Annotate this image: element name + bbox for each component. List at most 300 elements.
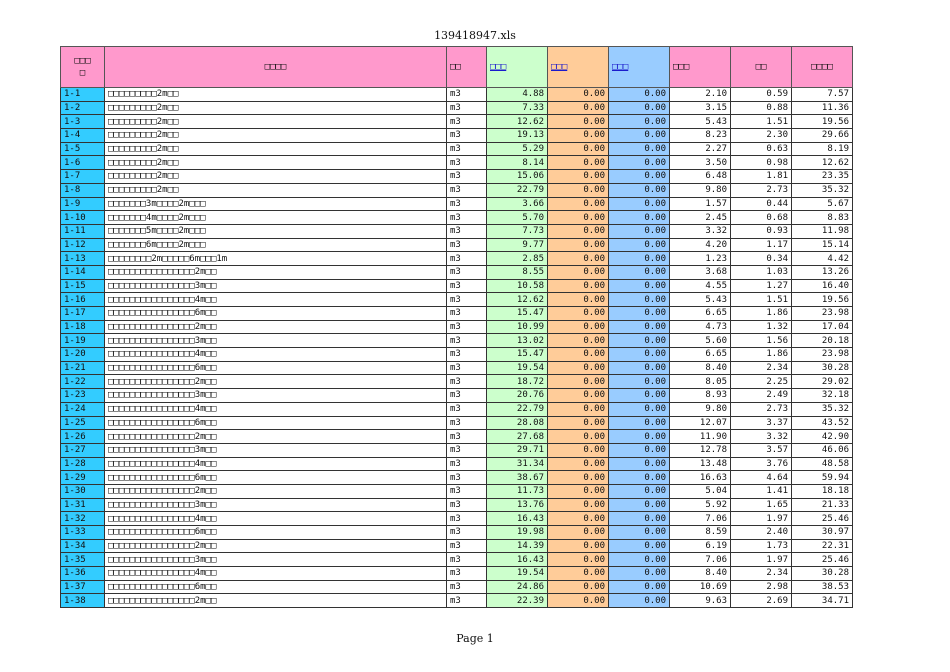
cell-c4[interactable]: 2.10 <box>670 88 731 102</box>
cell-unit[interactable]: m3 <box>447 252 487 266</box>
cell-c4[interactable]: 9.80 <box>670 183 731 197</box>
cell-c1[interactable]: 16.43 <box>487 553 548 567</box>
cell-c3[interactable]: 0.00 <box>609 402 670 416</box>
cell-c6[interactable]: 21.33 <box>792 498 853 512</box>
cell-c2[interactable]: 0.00 <box>548 156 609 170</box>
cell-c4[interactable]: 1.57 <box>670 197 731 211</box>
cell-c1[interactable]: 5.70 <box>487 211 548 225</box>
cell-c1[interactable]: 7.33 <box>487 101 548 115</box>
cell-unit[interactable]: m3 <box>447 484 487 498</box>
cell-c6[interactable]: 23.98 <box>792 307 853 321</box>
cell-c3[interactable]: 0.00 <box>609 101 670 115</box>
cell-c5[interactable]: 4.64 <box>731 471 792 485</box>
cell-c2[interactable]: 0.00 <box>548 252 609 266</box>
cell-c4[interactable]: 7.06 <box>670 512 731 526</box>
cell-name[interactable]: □□□□□□□□□□□□□□□□2m□□ <box>105 484 447 498</box>
cell-c1[interactable]: 20.76 <box>487 389 548 403</box>
cell-c1[interactable]: 13.02 <box>487 334 548 348</box>
cell-c5[interactable]: 1.51 <box>731 293 792 307</box>
cell-c3[interactable]: 0.00 <box>609 334 670 348</box>
cell-c4[interactable]: 11.90 <box>670 430 731 444</box>
cell-c4[interactable]: 9.63 <box>670 594 731 608</box>
cell-c3[interactable]: 0.00 <box>609 484 670 498</box>
cell-c2[interactable]: 0.00 <box>548 567 609 581</box>
cell-c6[interactable]: 46.06 <box>792 443 853 457</box>
cell-c6[interactable]: 35.32 <box>792 183 853 197</box>
cell-c4[interactable]: 6.48 <box>670 170 731 184</box>
cell-c2[interactable]: 0.00 <box>548 402 609 416</box>
cell-id[interactable]: 1-24 <box>61 402 105 416</box>
cell-c6[interactable]: 43.52 <box>792 416 853 430</box>
cell-id[interactable]: 1-11 <box>61 224 105 238</box>
cell-c3[interactable]: 0.00 <box>609 580 670 594</box>
cell-unit[interactable]: m3 <box>447 265 487 279</box>
cell-name[interactable]: □□□□□□□□□2m□□ <box>105 101 447 115</box>
cell-id[interactable]: 1-34 <box>61 539 105 553</box>
cell-c6[interactable]: 22.31 <box>792 539 853 553</box>
cell-c5[interactable]: 0.88 <box>731 101 792 115</box>
cell-unit[interactable]: m3 <box>447 197 487 211</box>
cell-name[interactable]: □□□□□□□□□□□□□□□□6m□□ <box>105 416 447 430</box>
cell-c1[interactable]: 19.54 <box>487 567 548 581</box>
cell-c5[interactable]: 1.81 <box>731 170 792 184</box>
cell-name[interactable]: □□□□□□□□□2m□□ <box>105 142 447 156</box>
cell-c2[interactable]: 0.00 <box>548 471 609 485</box>
cell-c2[interactable]: 0.00 <box>548 512 609 526</box>
cell-c1[interactable]: 13.76 <box>487 498 548 512</box>
cell-id[interactable]: 1-29 <box>61 471 105 485</box>
cell-name[interactable]: □□□□□□□□□□□□□□□□6m□□ <box>105 471 447 485</box>
cell-c3[interactable]: 0.00 <box>609 129 670 143</box>
cell-c1[interactable]: 8.55 <box>487 265 548 279</box>
cell-c1[interactable]: 24.86 <box>487 580 548 594</box>
cell-id[interactable]: 1-6 <box>61 156 105 170</box>
cell-id[interactable]: 1-14 <box>61 265 105 279</box>
cell-c5[interactable]: 1.65 <box>731 498 792 512</box>
cell-c1[interactable]: 19.98 <box>487 526 548 540</box>
cell-c2[interactable]: 0.00 <box>548 129 609 143</box>
cell-c1[interactable]: 10.58 <box>487 279 548 293</box>
cell-unit[interactable]: m3 <box>447 553 487 567</box>
cell-name[interactable]: □□□□□□□□□2m□□ <box>105 88 447 102</box>
cell-c1[interactable]: 28.08 <box>487 416 548 430</box>
cell-c3[interactable]: 0.00 <box>609 594 670 608</box>
cell-c2[interactable]: 0.00 <box>548 142 609 156</box>
cell-c3[interactable]: 0.00 <box>609 238 670 252</box>
cell-c5[interactable]: 1.41 <box>731 484 792 498</box>
cell-name[interactable]: □□□□□□□□□2m□□ <box>105 115 447 129</box>
cell-c2[interactable]: 0.00 <box>548 498 609 512</box>
cell-unit[interactable]: m3 <box>447 348 487 362</box>
cell-c2[interactable]: 0.00 <box>548 101 609 115</box>
cell-c6[interactable]: 11.98 <box>792 224 853 238</box>
cell-c4[interactable]: 6.65 <box>670 307 731 321</box>
cell-name[interactable]: □□□□□□□□□□□□□□□□3m□□ <box>105 389 447 403</box>
cell-id[interactable]: 1-35 <box>61 553 105 567</box>
cell-c6[interactable]: 19.56 <box>792 115 853 129</box>
cell-c6[interactable]: 32.18 <box>792 389 853 403</box>
cell-c5[interactable]: 2.34 <box>731 361 792 375</box>
cell-c6[interactable]: 8.19 <box>792 142 853 156</box>
cell-c3[interactable]: 0.00 <box>609 526 670 540</box>
cell-c6[interactable]: 4.42 <box>792 252 853 266</box>
cell-unit[interactable]: m3 <box>447 115 487 129</box>
cell-c5[interactable]: 0.68 <box>731 211 792 225</box>
cell-c2[interactable]: 0.00 <box>548 526 609 540</box>
cell-unit[interactable]: m3 <box>447 416 487 430</box>
cell-c5[interactable]: 3.57 <box>731 443 792 457</box>
cell-id[interactable]: 1-17 <box>61 307 105 321</box>
cell-c3[interactable]: 0.00 <box>609 430 670 444</box>
cell-c4[interactable]: 6.19 <box>670 539 731 553</box>
cell-id[interactable]: 1-16 <box>61 293 105 307</box>
cell-unit[interactable]: m3 <box>447 526 487 540</box>
cell-c6[interactable]: 19.56 <box>792 293 853 307</box>
cell-unit[interactable]: m3 <box>447 142 487 156</box>
cell-c3[interactable]: 0.00 <box>609 375 670 389</box>
cell-c4[interactable]: 10.69 <box>670 580 731 594</box>
cell-c5[interactable]: 0.63 <box>731 142 792 156</box>
cell-id[interactable]: 1-26 <box>61 430 105 444</box>
cell-c2[interactable]: 0.00 <box>548 539 609 553</box>
cell-id[interactable]: 1-27 <box>61 443 105 457</box>
cell-name[interactable]: □□□□□□□□□□□□□□□□4m□□ <box>105 348 447 362</box>
cell-c4[interactable]: 3.32 <box>670 224 731 238</box>
cell-c3[interactable]: 0.00 <box>609 320 670 334</box>
cell-name[interactable]: □□□□□□□4m□□□□2m□□□ <box>105 211 447 225</box>
cell-c6[interactable]: 25.46 <box>792 553 853 567</box>
cell-id[interactable]: 1-21 <box>61 361 105 375</box>
cell-c2[interactable]: 0.00 <box>548 183 609 197</box>
cell-c5[interactable]: 3.76 <box>731 457 792 471</box>
cell-c3[interactable]: 0.00 <box>609 170 670 184</box>
cell-unit[interactable]: m3 <box>447 361 487 375</box>
cell-id[interactable]: 1-13 <box>61 252 105 266</box>
cell-c6[interactable]: 30.97 <box>792 526 853 540</box>
cell-name[interactable]: □□□□□□□□□2m□□ <box>105 156 447 170</box>
cell-unit[interactable]: m3 <box>447 183 487 197</box>
cell-name[interactable]: □□□□□□□□□□□□□□□□2m□□ <box>105 320 447 334</box>
cell-c2[interactable]: 0.00 <box>548 443 609 457</box>
cell-c5[interactable]: 0.44 <box>731 197 792 211</box>
cell-c1[interactable]: 38.67 <box>487 471 548 485</box>
cell-c3[interactable]: 0.00 <box>609 498 670 512</box>
cell-c4[interactable]: 8.93 <box>670 389 731 403</box>
cell-c5[interactable]: 0.59 <box>731 88 792 102</box>
cell-c6[interactable]: 23.98 <box>792 348 853 362</box>
cell-c1[interactable]: 22.39 <box>487 594 548 608</box>
cell-unit[interactable]: m3 <box>447 101 487 115</box>
cell-c4[interactable]: 8.05 <box>670 375 731 389</box>
cell-c6[interactable]: 25.46 <box>792 512 853 526</box>
cell-c3[interactable]: 0.00 <box>609 115 670 129</box>
cell-c6[interactable]: 18.18 <box>792 484 853 498</box>
cell-name[interactable]: □□□□□□□□2m□□□□□6m□□□1m <box>105 252 447 266</box>
cell-unit[interactable]: m3 <box>447 457 487 471</box>
cell-c1[interactable]: 4.88 <box>487 88 548 102</box>
cell-c1[interactable]: 5.29 <box>487 142 548 156</box>
cell-c4[interactable]: 2.45 <box>670 211 731 225</box>
cell-c2[interactable]: 0.00 <box>548 389 609 403</box>
cell-c4[interactable]: 5.04 <box>670 484 731 498</box>
cell-c3[interactable]: 0.00 <box>609 457 670 471</box>
cell-c5[interactable]: 2.73 <box>731 183 792 197</box>
cell-unit[interactable]: m3 <box>447 334 487 348</box>
cell-name[interactable]: □□□□□□□6m□□□□2m□□□ <box>105 238 447 252</box>
cell-unit[interactable]: m3 <box>447 129 487 143</box>
cell-c2[interactable]: 0.00 <box>548 375 609 389</box>
cell-c4[interactable]: 4.55 <box>670 279 731 293</box>
cell-c4[interactable]: 12.78 <box>670 443 731 457</box>
cell-c6[interactable]: 11.36 <box>792 101 853 115</box>
cell-name[interactable]: □□□□□□□□□2m□□ <box>105 129 447 143</box>
cell-name[interactable]: □□□□□□□□□2m□□ <box>105 183 447 197</box>
cell-c5[interactable]: 1.56 <box>731 334 792 348</box>
cell-c1[interactable]: 22.79 <box>487 183 548 197</box>
cell-c4[interactable]: 7.06 <box>670 553 731 567</box>
cell-id[interactable]: 1-36 <box>61 567 105 581</box>
cell-c2[interactable]: 0.00 <box>548 197 609 211</box>
cell-c3[interactable]: 0.00 <box>609 307 670 321</box>
cell-c2[interactable]: 0.00 <box>548 307 609 321</box>
cell-id[interactable]: 1-10 <box>61 211 105 225</box>
cell-id[interactable]: 1-3 <box>61 115 105 129</box>
cell-c1[interactable]: 9.77 <box>487 238 548 252</box>
cell-unit[interactable]: m3 <box>447 211 487 225</box>
cell-c5[interactable]: 1.17 <box>731 238 792 252</box>
cell-unit[interactable]: m3 <box>447 320 487 334</box>
cell-c4[interactable]: 3.15 <box>670 101 731 115</box>
cell-id[interactable]: 1-1 <box>61 88 105 102</box>
cell-name[interactable]: □□□□□□□□□□□□□□□□3m□□ <box>105 553 447 567</box>
cell-name[interactable]: □□□□□□□□□□□□□□□□4m□□ <box>105 457 447 471</box>
cell-c2[interactable]: 0.00 <box>548 430 609 444</box>
cell-unit[interactable]: m3 <box>447 580 487 594</box>
cell-id[interactable]: 1-38 <box>61 594 105 608</box>
cell-c3[interactable]: 0.00 <box>609 443 670 457</box>
cell-name[interactable]: □□□□□□□□□2m□□ <box>105 170 447 184</box>
cell-name[interactable]: □□□□□□□□□□□□□□□□3m□□ <box>105 334 447 348</box>
cell-c1[interactable]: 19.13 <box>487 129 548 143</box>
cell-c6[interactable]: 42.90 <box>792 430 853 444</box>
cell-c3[interactable]: 0.00 <box>609 279 670 293</box>
cell-c1[interactable]: 2.85 <box>487 252 548 266</box>
cell-name[interactable]: □□□□□□□□□□□□□□□□6m□□ <box>105 307 447 321</box>
cell-c6[interactable]: 17.04 <box>792 320 853 334</box>
cell-c2[interactable]: 0.00 <box>548 279 609 293</box>
cell-c5[interactable]: 3.32 <box>731 430 792 444</box>
cell-c1[interactable]: 12.62 <box>487 115 548 129</box>
cell-id[interactable]: 1-7 <box>61 170 105 184</box>
cell-c6[interactable]: 20.18 <box>792 334 853 348</box>
cell-id[interactable]: 1-37 <box>61 580 105 594</box>
cell-c3[interactable]: 0.00 <box>609 197 670 211</box>
cell-c5[interactable]: 2.69 <box>731 594 792 608</box>
cell-unit[interactable]: m3 <box>447 307 487 321</box>
cell-unit[interactable]: m3 <box>447 389 487 403</box>
cell-c3[interactable]: 0.00 <box>609 553 670 567</box>
cell-c1[interactable]: 3.66 <box>487 197 548 211</box>
cell-c6[interactable]: 8.83 <box>792 211 853 225</box>
cell-c1[interactable]: 8.14 <box>487 156 548 170</box>
cell-c5[interactable]: 2.73 <box>731 402 792 416</box>
cell-c2[interactable]: 0.00 <box>548 334 609 348</box>
cell-unit[interactable]: m3 <box>447 156 487 170</box>
cell-c1[interactable]: 15.47 <box>487 307 548 321</box>
cell-c2[interactable]: 0.00 <box>548 361 609 375</box>
cell-c4[interactable]: 8.40 <box>670 361 731 375</box>
cell-name[interactable]: □□□□□□□□□□□□□□□□6m□□ <box>105 526 447 540</box>
cell-c2[interactable]: 0.00 <box>548 457 609 471</box>
cell-unit[interactable]: m3 <box>447 402 487 416</box>
cell-c1[interactable]: 15.06 <box>487 170 548 184</box>
cell-c6[interactable]: 30.28 <box>792 361 853 375</box>
cell-c5[interactable]: 0.93 <box>731 224 792 238</box>
cell-id[interactable]: 1-22 <box>61 375 105 389</box>
cell-c5[interactable]: 1.86 <box>731 348 792 362</box>
cell-c2[interactable]: 0.00 <box>548 320 609 334</box>
cell-c6[interactable]: 15.14 <box>792 238 853 252</box>
cell-c5[interactable]: 3.37 <box>731 416 792 430</box>
cell-c4[interactable]: 4.20 <box>670 238 731 252</box>
cell-c3[interactable]: 0.00 <box>609 211 670 225</box>
cell-c4[interactable]: 2.27 <box>670 142 731 156</box>
cell-c1[interactable]: 19.54 <box>487 361 548 375</box>
cell-unit[interactable]: m3 <box>447 238 487 252</box>
cell-id[interactable]: 1-9 <box>61 197 105 211</box>
cell-c4[interactable]: 6.65 <box>670 348 731 362</box>
cell-c6[interactable]: 23.35 <box>792 170 853 184</box>
cell-c4[interactable]: 8.59 <box>670 526 731 540</box>
cell-name[interactable]: □□□□□□□□□□□□□□□□2m□□ <box>105 539 447 553</box>
cell-id[interactable]: 1-2 <box>61 101 105 115</box>
cell-c5[interactable]: 2.98 <box>731 580 792 594</box>
cell-c2[interactable]: 0.00 <box>548 265 609 279</box>
cell-id[interactable]: 1-30 <box>61 484 105 498</box>
cell-unit[interactable]: m3 <box>447 293 487 307</box>
cell-c6[interactable]: 12.62 <box>792 156 853 170</box>
cell-c3[interactable]: 0.00 <box>609 156 670 170</box>
cell-name[interactable]: □□□□□□□□□□□□□□□□6m□□ <box>105 361 447 375</box>
cell-c4[interactable]: 3.50 <box>670 156 731 170</box>
cell-id[interactable]: 1-12 <box>61 238 105 252</box>
cell-c5[interactable]: 2.40 <box>731 526 792 540</box>
cell-c5[interactable]: 1.86 <box>731 307 792 321</box>
cell-c3[interactable]: 0.00 <box>609 539 670 553</box>
cell-unit[interactable]: m3 <box>447 498 487 512</box>
cell-c2[interactable]: 0.00 <box>548 553 609 567</box>
cell-id[interactable]: 1-8 <box>61 183 105 197</box>
cell-c5[interactable]: 1.32 <box>731 320 792 334</box>
cell-id[interactable]: 1-15 <box>61 279 105 293</box>
cell-name[interactable]: □□□□□□□□□□□□□□□□4m□□ <box>105 512 447 526</box>
cell-unit[interactable]: m3 <box>447 224 487 238</box>
cell-c3[interactable]: 0.00 <box>609 265 670 279</box>
cell-c1[interactable]: 15.47 <box>487 348 548 362</box>
cell-c6[interactable]: 35.32 <box>792 402 853 416</box>
cell-c3[interactable]: 0.00 <box>609 224 670 238</box>
cell-c1[interactable]: 14.39 <box>487 539 548 553</box>
cell-name[interactable]: □□□□□□□□□□□□□□□□2m□□ <box>105 594 447 608</box>
cell-c4[interactable]: 3.68 <box>670 265 731 279</box>
cell-c2[interactable]: 0.00 <box>548 484 609 498</box>
cell-c6[interactable]: 59.94 <box>792 471 853 485</box>
cell-c1[interactable]: 22.79 <box>487 402 548 416</box>
cell-id[interactable]: 1-4 <box>61 129 105 143</box>
cell-c2[interactable]: 0.00 <box>548 238 609 252</box>
cell-c6[interactable]: 29.02 <box>792 375 853 389</box>
cell-c5[interactable]: 1.73 <box>731 539 792 553</box>
cell-c2[interactable]: 0.00 <box>548 170 609 184</box>
cell-c3[interactable]: 0.00 <box>609 348 670 362</box>
cell-c3[interactable]: 0.00 <box>609 88 670 102</box>
cell-name[interactable]: □□□□□□□□□□□□□□□□2m□□ <box>105 430 447 444</box>
cell-c4[interactable]: 5.92 <box>670 498 731 512</box>
cell-id[interactable]: 1-28 <box>61 457 105 471</box>
cell-id[interactable]: 1-5 <box>61 142 105 156</box>
cell-c6[interactable]: 5.67 <box>792 197 853 211</box>
cell-c5[interactable]: 1.97 <box>731 553 792 567</box>
cell-c6[interactable]: 13.26 <box>792 265 853 279</box>
cell-c1[interactable]: 10.99 <box>487 320 548 334</box>
cell-c1[interactable]: 16.43 <box>487 512 548 526</box>
cell-c2[interactable]: 0.00 <box>548 580 609 594</box>
cell-c1[interactable]: 11.73 <box>487 484 548 498</box>
cell-c4[interactable]: 16.63 <box>670 471 731 485</box>
cell-c1[interactable]: 27.68 <box>487 430 548 444</box>
cell-c5[interactable]: 1.51 <box>731 115 792 129</box>
cell-c2[interactable]: 0.00 <box>548 224 609 238</box>
cell-name[interactable]: □□□□□□□□□□□□□□□□2m□□ <box>105 375 447 389</box>
cell-c4[interactable]: 5.60 <box>670 334 731 348</box>
cell-id[interactable]: 1-25 <box>61 416 105 430</box>
cell-name[interactable]: □□□□□□□3m□□□□2m□□□ <box>105 197 447 211</box>
cell-c2[interactable]: 0.00 <box>548 594 609 608</box>
cell-c2[interactable]: 0.00 <box>548 88 609 102</box>
cell-c3[interactable]: 0.00 <box>609 567 670 581</box>
cell-c1[interactable]: 12.62 <box>487 293 548 307</box>
cell-c2[interactable]: 0.00 <box>548 348 609 362</box>
cell-c3[interactable]: 0.00 <box>609 389 670 403</box>
cell-c2[interactable]: 0.00 <box>548 211 609 225</box>
cell-c1[interactable]: 7.73 <box>487 224 548 238</box>
cell-name[interactable]: □□□□□□□□□□□□□□□□2m□□ <box>105 265 447 279</box>
cell-name[interactable]: □□□□□□□□□□□□□□□□3m□□ <box>105 443 447 457</box>
cell-c4[interactable]: 12.07 <box>670 416 731 430</box>
cell-c6[interactable]: 48.58 <box>792 457 853 471</box>
cell-c3[interactable]: 0.00 <box>609 361 670 375</box>
cell-id[interactable]: 1-32 <box>61 512 105 526</box>
cell-c5[interactable]: 2.49 <box>731 389 792 403</box>
cell-c1[interactable]: 29.71 <box>487 443 548 457</box>
cell-unit[interactable]: m3 <box>447 594 487 608</box>
cell-c3[interactable]: 0.00 <box>609 142 670 156</box>
cell-unit[interactable]: m3 <box>447 279 487 293</box>
cell-c2[interactable]: 0.00 <box>548 293 609 307</box>
cell-id[interactable]: 1-31 <box>61 498 105 512</box>
cell-name[interactable]: □□□□□□□5m□□□□2m□□□ <box>105 224 447 238</box>
cell-unit[interactable]: m3 <box>447 375 487 389</box>
cell-c4[interactable]: 9.80 <box>670 402 731 416</box>
cell-c4[interactable]: 4.73 <box>670 320 731 334</box>
col-header-c1-link[interactable]: □□□ <box>490 62 507 72</box>
cell-c5[interactable]: 1.27 <box>731 279 792 293</box>
cell-c6[interactable]: 7.57 <box>792 88 853 102</box>
col-header-c3[interactable] <box>609 47 670 88</box>
cell-c5[interactable]: 0.98 <box>731 156 792 170</box>
cell-id[interactable]: 1-23 <box>61 389 105 403</box>
cell-unit[interactable]: m3 <box>447 443 487 457</box>
